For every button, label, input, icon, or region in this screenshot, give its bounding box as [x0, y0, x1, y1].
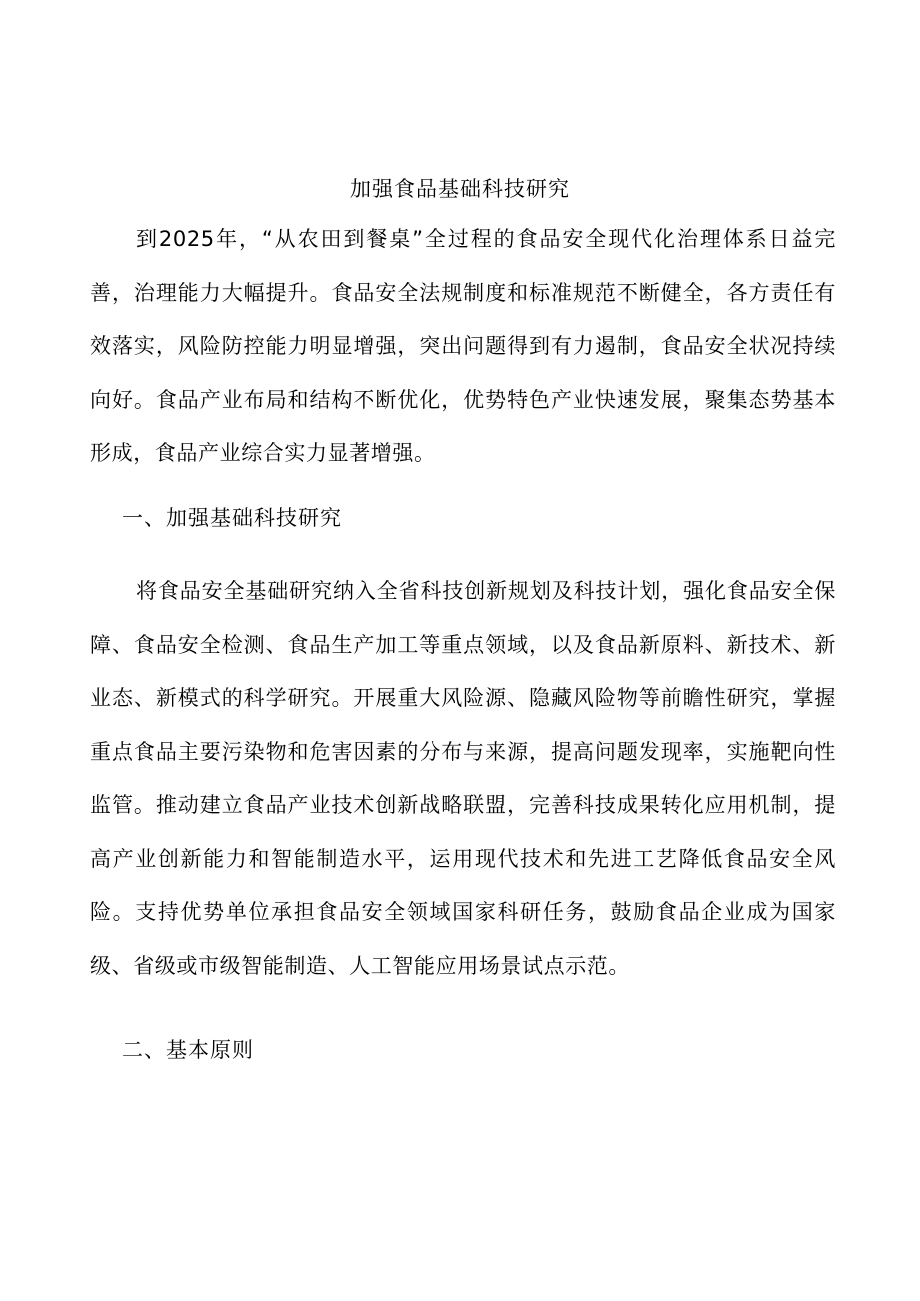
section-heading-2: 二、基本原则	[122, 1038, 254, 1062]
section-1-paragraph: 将食品安全基础研究纳入全省科技创新规划及科技计划，强化食品安全保障、食品安全检测、食品生产加工等重点领域，以及食品新原料、新技术、新业态、新模式的科学研究。开展重大风险源、隐藏风险物等前瞻性研究，掌握重点食品主要污染物和危害因素的分布与来源，提高问题发现率，实施靶向性监管。推动建立食品产业技术创新战略联盟，完善科技成果转化应用机制，提高产业创新能力和智能制造水平，运用现代技术和先进工艺降低食品安全风险。支持优势单位承担食品安全领域国家科研任务，鼓励食品企业成为国家级、省级或市级智能制造、人工智能应用场景试点示范。	[90, 579, 836, 978]
document-title: 加强食品基础科技研究	[350, 177, 570, 201]
section-heading-1: 一、加强基础科技研究	[122, 506, 342, 530]
intro-paragraph: 到2025年，“从农田到餐桌”全过程的食品安全现代化治理体系日益完善，治理能力大幅提升。食品安全法规制度和标准规范不断健全，各方责任有效落实，风险防控能力明显增强，突出问题得到有力遏制，食品安全状况持续向好。食品产业布局和结构不断优化，优势特色产业快速发展，聚集态势基本形成，食品产业综合实力显著增强。	[90, 227, 836, 465]
